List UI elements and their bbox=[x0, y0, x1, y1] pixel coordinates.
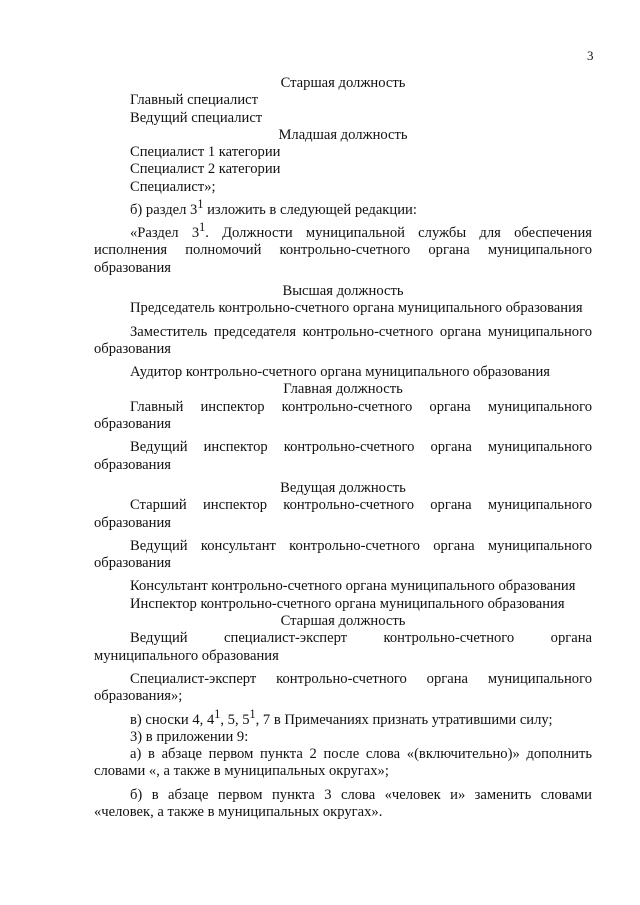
heading-main-position: Главная должность bbox=[283, 381, 403, 398]
section-title-start: «Раздел 3 bbox=[130, 225, 200, 242]
superscript: 1 bbox=[197, 197, 204, 212]
superscript: 1 bbox=[249, 706, 256, 721]
position-leading-consultant: Ведущий консультант контрольно-счетного органа муниципального образования bbox=[94, 537, 592, 572]
section-title-paragraph bbox=[94, 219, 592, 277]
item-b-text-start: б) раздел 3 bbox=[130, 201, 198, 218]
position-specialist-cat1: Специалист 1 категории bbox=[130, 144, 281, 161]
item-v-text-start: в) сноски 4, 4 bbox=[130, 711, 215, 728]
heading-senior-position-2: Старшая должность bbox=[280, 613, 406, 630]
item-b-paragraph bbox=[94, 196, 592, 219]
item-b2-paragraph: б) в абзаце первом пункта 3 слова «человек и» заменить словами «человек, а также в муниципальных округах». bbox=[94, 786, 592, 820]
position-specialist-expert: Специалист-эксперт контрольно-счетного органа муниципального образования»; bbox=[94, 670, 592, 705]
section-title-end: . Должности муниципальной службы для обеспечения исполнения полномочий контрольно-счетного органа муниципального образования bbox=[94, 225, 592, 276]
position-leading-specialist: Ведущий специалист bbox=[130, 109, 263, 126]
heading-leading-position: Ведущая должность bbox=[280, 479, 406, 496]
position-specialist-cat2: Специалист 2 категории bbox=[130, 161, 281, 178]
item-a-paragraph: а) в абзаце первом пункта 2 после слова «(включительно)» дополнить словами «, а также в муниципальных округах»; bbox=[94, 745, 592, 780]
document-body bbox=[94, 75, 592, 821]
position-specialist: Специалист»; bbox=[130, 178, 216, 195]
position-auditor: Аудитор контрольно-счетного органа муниципального образования bbox=[130, 364, 550, 381]
position-chief-specialist: Главный специалист bbox=[130, 92, 259, 109]
item-v-text-end: , 7 в Примечаниях признать утратившими силу; bbox=[255, 711, 553, 728]
position-chief-inspector: Главный инспектор контрольно-счетного органа муниципального образования bbox=[94, 398, 592, 433]
superscript: 1 bbox=[214, 706, 221, 721]
item-b-text-end: изложить в следующей редакции: bbox=[203, 201, 417, 218]
position-inspector: Инспектор контрольно-счетного органа муниципального образования bbox=[130, 595, 565, 612]
superscript: 1 bbox=[199, 220, 206, 235]
heading-junior-position: Младшая должность bbox=[278, 126, 408, 143]
heading-highest-position: Высшая должность bbox=[282, 282, 404, 299]
heading-senior-position: Старшая должность bbox=[280, 75, 406, 91]
item-v-paragraph bbox=[94, 706, 592, 729]
position-leading-inspector: Ведущий инспектор контрольно-счетного органа муниципального образования bbox=[94, 439, 592, 473]
position-deputy-chairman: Заместитель председателя контрольно-счетного органа муниципального образования bbox=[94, 323, 592, 357]
position-senior-inspector: Старший инспектор контрольно-счетного органа муниципального образования bbox=[94, 497, 592, 531]
item-3-paragraph: 3) в приложении 9: bbox=[130, 728, 249, 745]
position-chairman: Председатель контрольно-счетного органа муниципального образования bbox=[130, 300, 583, 317]
item-v-text-mid: , 5, 5 bbox=[220, 711, 250, 728]
position-leading-specialist-expert: Ведущий специалист-эксперт контрольно-счетного органа муниципального образования bbox=[94, 630, 592, 664]
page-number: 3 bbox=[587, 48, 594, 63]
position-consultant: Консультант контрольно-счетного органа муниципального образования bbox=[130, 578, 576, 595]
